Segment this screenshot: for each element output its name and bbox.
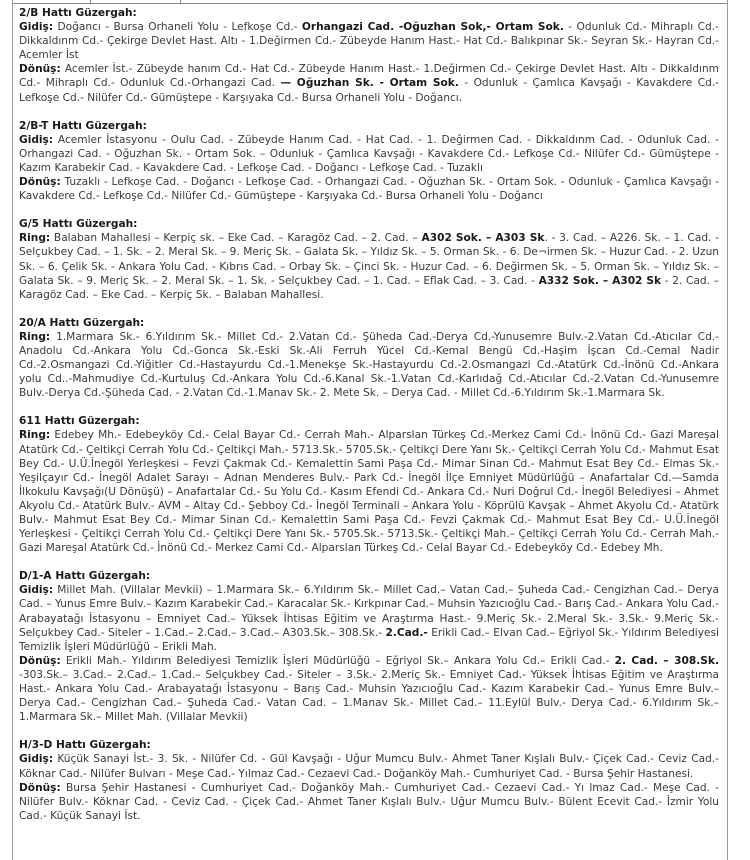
stop-list: . - 3. Cad. – A226. Sk. – 1. Cad. - Selçukbey Cad. – 1. Sk. – 2. Meral Sk. – 9. Meriç Sk. – Galata Sk. – Yıldız Sk. – 5. Orman Sk. - 6. De¬irmen Sk. – Huzur Cad. - 2. Uzun Sk. – 6. Çelik Sk. - Ankara Yolu Cad. - Kıbrıs Cad. – Orbay Sk. – Çinci Sk. - Huzur Cad. – 6. Değirmen Sk. – 5. Orman Sk. – Yıldız Sk. – Galata Sk. – 9. Meriç Sk. – 2. Meral Sk. – 1. Sk. - Selçukbey Cad. – 1. Cad. – Eflak Cad. – 3. Cad. - <box>19 232 720 287</box>
stop-list: Doğancı - Bursa Orhaneli Yolu - Lefkoşe Cd.- <box>53 21 302 34</box>
stop-highlight: Orhangazi Cad. -Oğuzhan Sok,- Ortam Sok. <box>301 21 564 34</box>
route-title: 20/A Hattı Güzergah: <box>19 316 145 329</box>
stop-list: Tuzaklı - Lefkoşe Cad. - Doğancı - Lefkoşe Cad. - Orhangazi Cad. - Oğuzhan Sk. - Ortam Sok. - Odunluk - Çamlıca Kavşağı - Kavakdere Cd.- Lefkoşe Cd.- Nilüfer Cd.- Gümüştepe - Karşıyaka Cd.- Bursa Orhaneli Yolu - Doğancı <box>19 176 719 203</box>
direction-label: Ring: <box>19 330 51 343</box>
stop-list: Balaban Mahallesi – Kerpiç sk. – Eke Cad. – Karagöz Cad. – 2. Cad. – <box>50 232 422 245</box>
route-direction <box>19 62 719 104</box>
route-title: D/1-A Hattı Güzergah: <box>19 570 151 583</box>
stop-list: Erikli Mah.- Yıldırım Belediyesi Temizlik İşleri Müdürlüğü – Eğriyol Sk.– Ankara Yolu Cd.– Erikli Cad.- <box>60 654 615 667</box>
route-title: G/5 Hattı Güzergah: <box>19 218 138 231</box>
direction-label: Gidiş: <box>19 133 54 146</box>
route-direction <box>19 133 719 175</box>
route-direction <box>19 583 719 653</box>
stop-list: -303.Sk.– 3.Cad.– 2.Cad.– 1.Cad.– Selçukbey Cad.- Siteler – 3.Sk.- 2.Meriç Sk.- Emniyet Cad.- Yüksek İhtisas Eğitim ve Araştırma Hast.- Ankara Yolu Cad.- Arabayatağı İstasyonu – Barış Cad.- Muhsin Yazıcıoğlu Cad.- Kazım Karabekir Cad.– Yunus Emre Bulv.– Derya Cad.– Cengizhan Cad.– Şuheda Cad.- Vatan Cad. – 1.Manav Sk.- Millet Cad.– 11.Eylül Bulv.- Derya Cad.- 6.Yıldırım Sk.– 1.Marmara Sk.– Millet Mah. (Villalar Mevkii) <box>19 668 719 724</box>
route-title: 611 Hattı Güzergah: <box>19 415 140 428</box>
direction-label: Dönüş: <box>19 63 61 76</box>
route-title: 2/B Hattı Güzergah: <box>19 7 137 19</box>
stop-list: 1.Marmara Sk.- 6.Yıldırım Sk.- Millet Cd.- 2.Vatan Cd.- Şüheda Cad.-Derya Cd.-Yunusemre Bulv.-2.Vatan Cd.-Atıcılar Cd.-Anadolu Cd.-Ankara Yolu Cd.-Gonca Sk.-Eski Sk.-Ali Ferruh Yücel Cd.-Kemal Bengü Cd.-Haşim İşcan Cd.-Cemal Nadir Cd.-2.Osmangazi Cd.-Yiğitler Cd.-Hastayurdu Cd.-1.Menekşe Sk.-Hastayurdu Cd.-2.Osmangazi Cd.-Atatürk Cd.-İnönü Cd.-Ankara yolu Cd..-Mahmudiye Cd.-Kurtuluş Cd.-Ankara Yolu Cd.-6.Kanal Sk.-1.Vatan Cd.-Karlıdağ Cd.-Atıcılar Cd.-2.Vatan Cd.-Yunusemre Bulv.-Derya Cd.-Şüheda Cad. - 2.Vatan Cd.-1.Manav Sk.- 2. Mete Sk. – Derya Cad. - Millet Cd.-6.Yıldırım Sk.-1.Marmara Sk. <box>19 330 719 400</box>
direction-label: Gidiş: <box>19 753 54 766</box>
stop-list: Bursa Şehir Hastanesi - Cumhuriyet Cad.- Doğanköy Mah.- Cumhuriyet Cad.- Cezaevi Cad.- Yı lmaz Cad.- Meşe Cad. - Nilüfer Bulv.- Köknar Cad. - Ceviz Cad. - Çiçek Cad.- Ahmet Taner Kışlalı Bulv.- Uğur Mumcu Bulv.- Bülent Ecevit Cad.- İzmir Yolu Cad.- Küçük Sanayi İst. <box>19 781 719 822</box>
route-section <box>19 119 719 204</box>
direction-label: Dönüş: <box>19 654 61 667</box>
direction-label: Ring: <box>19 232 51 245</box>
route-direction <box>19 330 719 400</box>
stop-highlight: — Oğuzhan Sk. - Ortam Sok. <box>280 77 459 90</box>
route-direction <box>19 231 719 301</box>
route-section <box>19 316 719 401</box>
stop-highlight: 2. Cad. – 308.Sk. <box>614 654 719 667</box>
direction-label: Ring: <box>19 429 51 442</box>
stop-list: Erikli Cad.– Elvan Cad.– Eğriyol Sk.- Yıldırım Belediyesi Temizlik İşleri Müdürlüğü – Erikli Mah. <box>19 626 719 653</box>
stop-list: Edebey Mh.- Edebeyköy Cd.- Celal Bayar Cd.- Cerrah Mah.- Alparslan Türkeş Cd.-Merkez Cami Cd.- İnönü Cd.- Gazi Mareşal Atatürk Cd.- Çeltikçi Cerrah Yolu Cd.- Çeltikçi Mah.- 5713.Sk.- 5705.Sk.- Çeltikçi Dere Yanı Sk.- Çeltikçi Cerrah Yolu Cd.- Mahmut Esat Bey Cd.- U.Ü.İnegöl Yerleşkesi – Fevzi Çakmak Cd.- Kemalettin Sami Paşa Cd.- Mimar Sinan Cd.- Mahmut Esat Bey Cd.- Elmas Sk.- Yeşilçayır Cd.- İnegöl Adalet Sarayı – Adnan Menderes Bulv.- Park Cd.- İnegöl İlçe Emniyet Müdürlüğü – Anafartalar Cd.—Samda İlkokulu Kavşağı(U Dönüşü) – Anafartalar Cd.- Su Yolu Cd.- Kasım Efendi Cd.- Ankara Cd.- Nuri Doğrul Cd.- İnegöl Belediyesi – Ahmet Akyolu Cd.- Atatürk Bulv.- AVM – Altay Cd.- Şebboy Cd.- İnegöl Terminali – Ankara Yolu - Köprülü Kavşak – Ahmet Akyolu Cd.- Atatürk Bulv.- Mahmut Esat Bey Cd.- Mimar Sinan Cd.- Kemalettin Sami Paşa Cd.- Fevzi Çakmak Cd.- Mahmut Esat Bey Cd.- U.Ü.İnegöl Yerleşkesi - Çeltikçi Cerrah Yolu Cd.- Çeltikçi Dere Yanı Sk.- 5705.Sk.- 5713.Sk.- Çeltikçi Mah.– Çeltikçi Cerrah Yolu Cd.- Cerrah Mah.- Gazi Mareşal Atatürk Cd.- İnönü Cd.- Merkez Cami Cd.- Alparslan Türkeş Cd.- Celal Bayar Cd.- Edebeyköy Cd.- Edebey Mh. <box>19 429 719 555</box>
route-direction <box>19 428 719 555</box>
route-direction <box>19 175 719 203</box>
route-section <box>19 738 719 823</box>
route-section <box>19 569 719 724</box>
route-title: 2/B-T Hattı Güzergah: <box>19 119 147 132</box>
route-direction <box>19 781 719 823</box>
stop-list: Millet Mah. (Villalar Mevkii) – 1.Marmara Sk.– 6.Yıldırım Sk.– Millet Cad.– Vatan Cad.– Şuheda Cad.- Cengizhan Cad.– Derya Cad. – Yunus Emre Bulv.– Kazım Karabekir Cad.– Karacalar Sk.- Kırkpınar Cad.– Muhsin Yazıcıoğlu Cad.- Barış Cad.- Ankara Yolu Cad.- Arabayatağı İstasyonu – Emniyet Cad.– Yüksek İhtisas Eğitim ve Araştırma Hast.- 9.Meriç Sk.- 2.Meral Sk.- 3.Sk.- 9.Meriç Sk.- Selçukbey Cad.- Siteler – 1.Cad.– 2.Cad.– 3.Cad.– A303.Sk.– 308.Sk.- <box>19 584 719 639</box>
stop-list: Acemler İstasyonu - Oulu Cad. - Zübeyde Hanım Cad. - Hat Cad. - 1. Değirmen Cad. - Dikkaldınm Cad. - Odunluk Cad. - Orhangazi Cad. - Oğuzhan Sk. - Ortam Sok. – Odunluk - Çamlıca Kavşağı - Kavakdere Cd.- Lefkoşe Cd.- Nilüfer Cd.- Gümüştepe - Kazım Karabekir Cad. - Kavakdere Cad. - Lefkoşe Cad. - Doğancı - Lefkoşe Cad. - Tuzaklı <box>19 133 719 174</box>
stop-list: Acemler İst.- Zübeyde hanım Cd.- Hat Cd.- Zübeyde Hanım Hast.- 1.Değirmen Cd.- Çekirge Devlet Hast. Altı - Dikkaldınm Cd.- Mihraplı Cd.- Odunluk Cd.-Orhangazi Cad. <box>19 63 719 90</box>
stop-list: - 2. Cad. – Karagöz Cad. – Eke Cad. – Kerpiç Sk. – Balaban Mahallesi. <box>19 274 719 301</box>
stop-highlight: A332 Sok. – A302 Sk <box>538 274 662 287</box>
stop-highlight: A302 Sok. – A303 Sk <box>421 232 545 245</box>
route-direction <box>19 654 719 724</box>
route-direction <box>19 20 719 62</box>
route-section <box>19 6 719 105</box>
stop-list: Küçük Sanayi İst.- 3. Sk. - Nilüfer Cd. - Gül Kavşağı - Uğur Mumcu Bulv.- Ahmet Taner Kışlalı Bulv.- Çiçek Cad.- Ceviz Cad.- Köknar Cad.- Nilüfer Bulvarı - Meşe Cad.- Yılmaz Cad.- Cezaevi Cad.- Doğanköy Mah.- Cumhuriyet Cad. - Bursa Şehir Hastanesi. <box>19 753 719 780</box>
route-title: H/3-D Hattı Güzergah: <box>19 739 151 752</box>
direction-label: Dönüş: <box>19 781 61 794</box>
stop-highlight: 2.Cad.- <box>385 626 428 639</box>
route-section <box>19 414 719 555</box>
route-section <box>19 217 719 302</box>
route-list <box>19 6 719 837</box>
stop-list: - Odunluk Cd.- Mihraplı Cd.- Dikkaldınm Cd.- Çekirge Devlet Hast. Altı - 1.Değirmen Cd.- Zübeyde Hanım Hast.- Hat Cd.- Balıkpınar Sk.- Seyran Sk.- Hayran Cd.- Acemler İst <box>19 21 719 62</box>
direction-label: Dönüş: <box>19 176 61 189</box>
route-direction <box>19 752 719 780</box>
stop-list: - Odunluk - Çamlıca Kavşağı - Kavakdere Cd.- Lefkoşe Cd.- Nilüfer Cd.- Gümüştepe - Karşıyaka Cd.- Bursa Orhaneli Yolu - Doğancı. <box>19 77 720 104</box>
direction-label: Gidiş: <box>19 21 54 34</box>
direction-label: Gidiş: <box>19 584 54 597</box>
